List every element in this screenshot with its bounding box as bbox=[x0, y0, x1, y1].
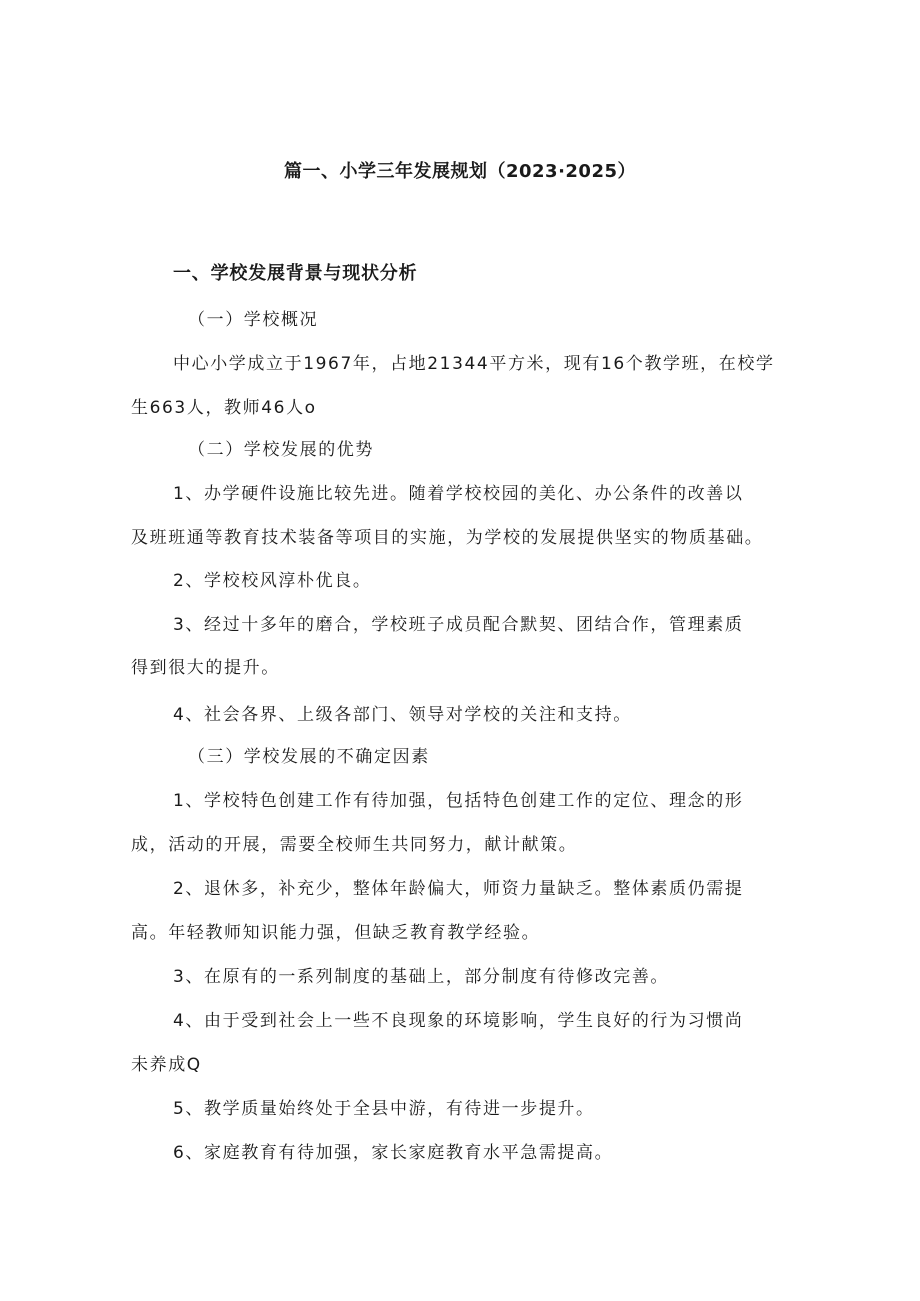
subsection-heading-uncertainties: （三）学校发展的不确定因素 bbox=[188, 747, 430, 767]
list-item-line: 1、办学硬件设施比较先进。随着学校校园的美化、办公条件的改善以 bbox=[173, 484, 744, 504]
paragraph-line: 生663人，教师46人o bbox=[131, 398, 317, 418]
list-item-line: 6、家庭教育有待加强，家长家庭教育水平急需提高。 bbox=[173, 1143, 614, 1163]
list-item-line: 未养成Q bbox=[131, 1055, 202, 1075]
list-item-line: 3、经过十多年的磨合，学校班子成员配合默契、团结合作，管理素质 bbox=[173, 615, 744, 635]
list-item-line: 2、学校校风淳朴优良。 bbox=[173, 571, 372, 591]
list-item-line: 4、社会各界、上级各部门、领导对学校的关注和支持。 bbox=[173, 705, 632, 725]
subsection-heading-advantages: （二）学校发展的优势 bbox=[188, 440, 374, 460]
list-item-line: 2、退休多，补充少，整体年龄偏大，师资力量缺乏。整体素质仍需提 bbox=[173, 879, 744, 899]
list-item-line: 1、学校特色创建工作有待加强，包括特色创建工作的定位、理念的形 bbox=[173, 791, 744, 811]
list-item-line: 得到很大的提升。 bbox=[131, 658, 280, 678]
list-item-line: 成，活动的开展，需要全校师生共同努力，献计献策。 bbox=[131, 835, 578, 855]
paragraph-line: 中心小学成立于1967年，占地21344平方米，现有16个教学班，在校学 bbox=[173, 354, 775, 374]
list-item-line: 3、在原有的一系列制度的基础上，部分制度有待修改完善。 bbox=[173, 967, 670, 987]
list-item-line: 及班班通等教育技术装备等项目的实施，为学校的发展提供坚实的物质基础。 bbox=[131, 528, 764, 548]
list-item-line: 4、由于受到社会上一些不良现象的环境影响，学生良好的行为习惯尚 bbox=[173, 1011, 744, 1031]
list-item-line: 高。年轻教师知识能力强，但缺乏教育教学经验。 bbox=[131, 923, 541, 943]
subsection-heading-overview: （一）学校概况 bbox=[188, 310, 319, 330]
document-title: 篇一、小学三年发展规划（2023·2025） bbox=[283, 161, 637, 182]
list-item-line: 5、教学质量始终处于全县中游，有待进一步提升。 bbox=[173, 1099, 595, 1119]
section-heading-background: 一、学校发展背景与现状分析 bbox=[173, 263, 418, 284]
